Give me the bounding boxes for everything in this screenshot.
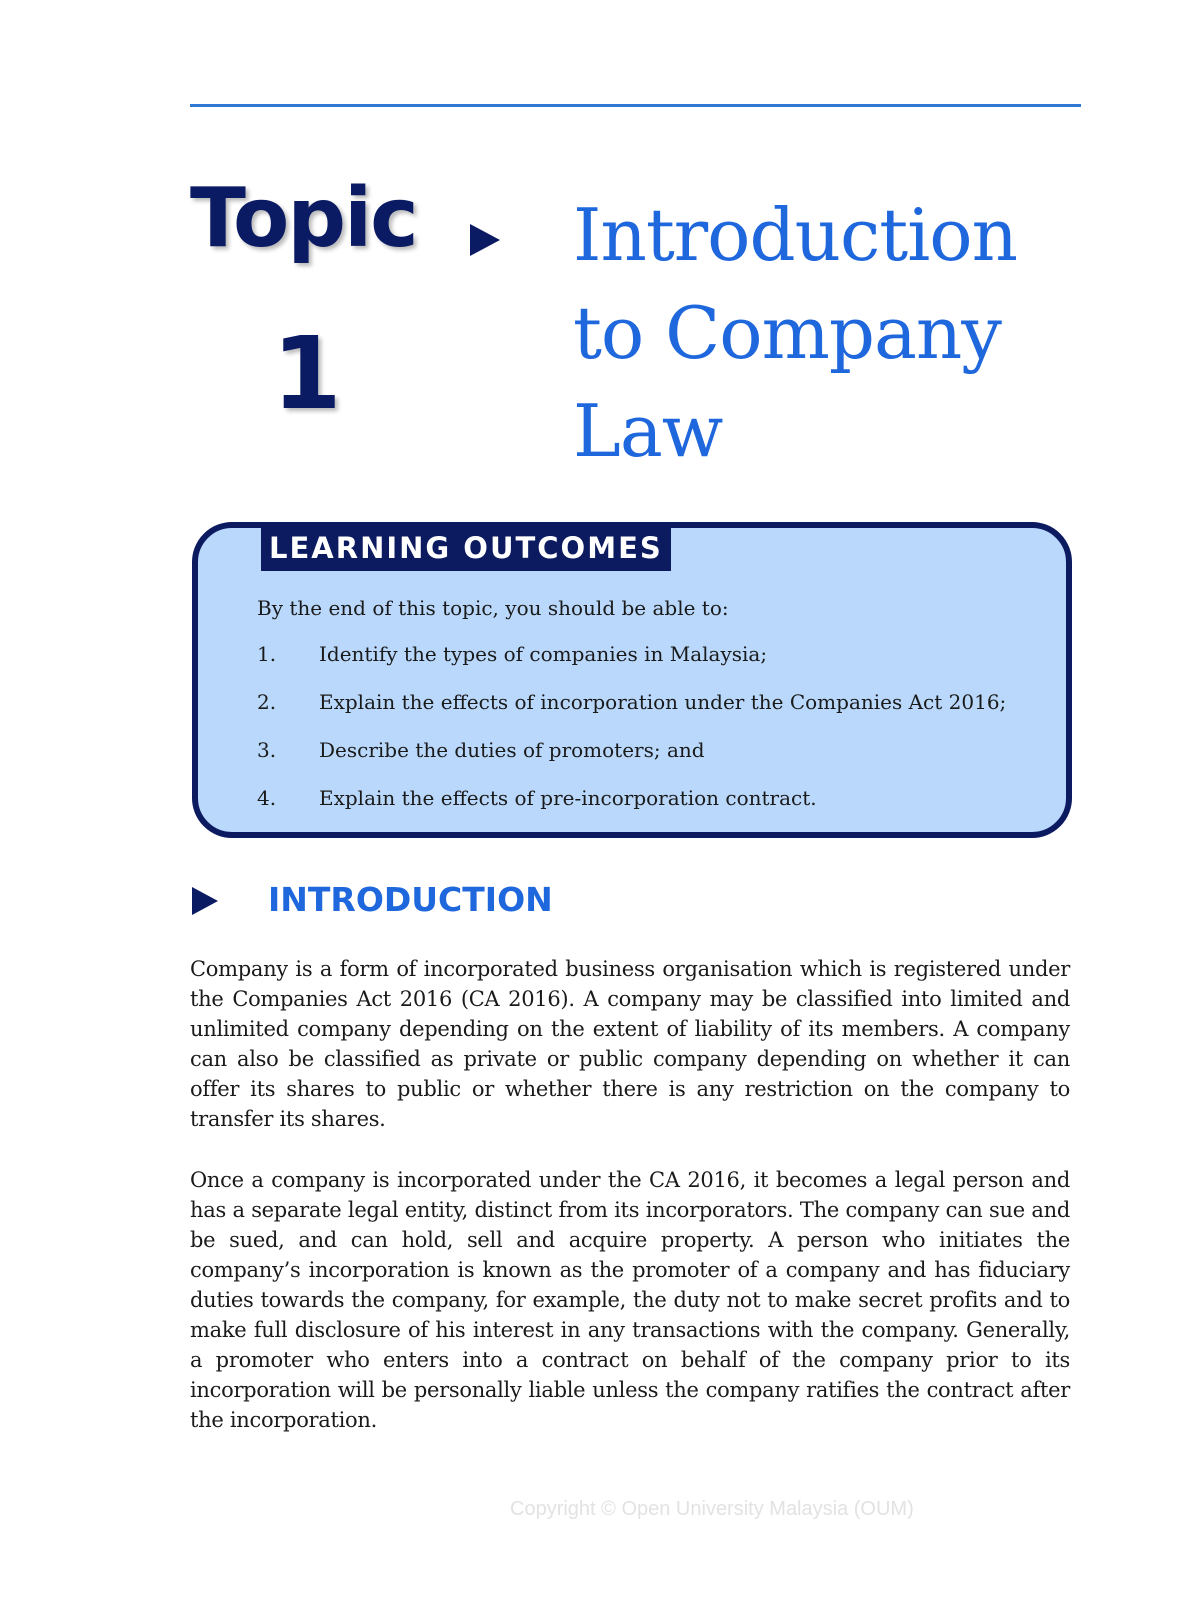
top-rule [190, 104, 1081, 107]
triangle-right-icon [470, 224, 500, 256]
outcome-number: 4. [257, 786, 277, 810]
triangle-right-icon [192, 887, 218, 915]
learning-outcomes-header: LEARNING OUTCOMES [261, 525, 671, 571]
topic-title-line: to Company [573, 291, 1001, 375]
topic-label: Topic [190, 171, 417, 266]
topic-title-line: Law [573, 389, 723, 473]
intro-paragraph: Company is a form of incorporated business organisation which is registered under the Companies Act 2016 (CA 2016). A company may be classified into limited and unlimited company depending on the extent of liability of its members. A company can also be classified as private or public company depending on whether it can offer its shares to public or whether there is any restriction on the company to transfer its shares. [190, 957, 1070, 1131]
outcome-text: Explain the effects of incorporation under the Companies Act 2016; [319, 690, 1007, 714]
outcome-text: Identify the types of companies in Malaysia; [319, 642, 768, 666]
topic-title-line: Introduction [573, 193, 1017, 277]
topic-title [573, 186, 1133, 480]
intro-paragraph: Once a company is incorporated under the CA 2016, it becomes a legal person and has a separate legal entity, distinct from its incorporators. The company can sue and be sued, and can hold, sell and acquire property. A person who initiates the company’s incorporation is known as the promoter of a company and has fiduciary duties towards the company, for example, the duty not to make secret profits and to make full disclosure of his interest in any transactions with the company. Generally, a promoter who enters into a contract on behalf of the company prior to its incorporation will be personally liable unless the company ratifies the contract after the incorporation. [190, 1168, 1070, 1432]
copyright-watermark: Copyright © Open University Malaysia (OUM) [510, 1498, 914, 1520]
outcome-text: Describe the duties of promoters; and [319, 738, 705, 762]
topic-number: 1 [272, 315, 342, 432]
outcome-number: 2. [257, 690, 277, 714]
outcome-text: Explain the effects of pre-incorporation contract. [319, 786, 817, 810]
outcome-number: 1. [257, 642, 277, 666]
learning-outcomes-intro: By the end of this topic, you should be able to: [257, 596, 729, 620]
outcome-number: 3. [257, 738, 277, 762]
section-title: INTRODUCTION [268, 880, 553, 919]
